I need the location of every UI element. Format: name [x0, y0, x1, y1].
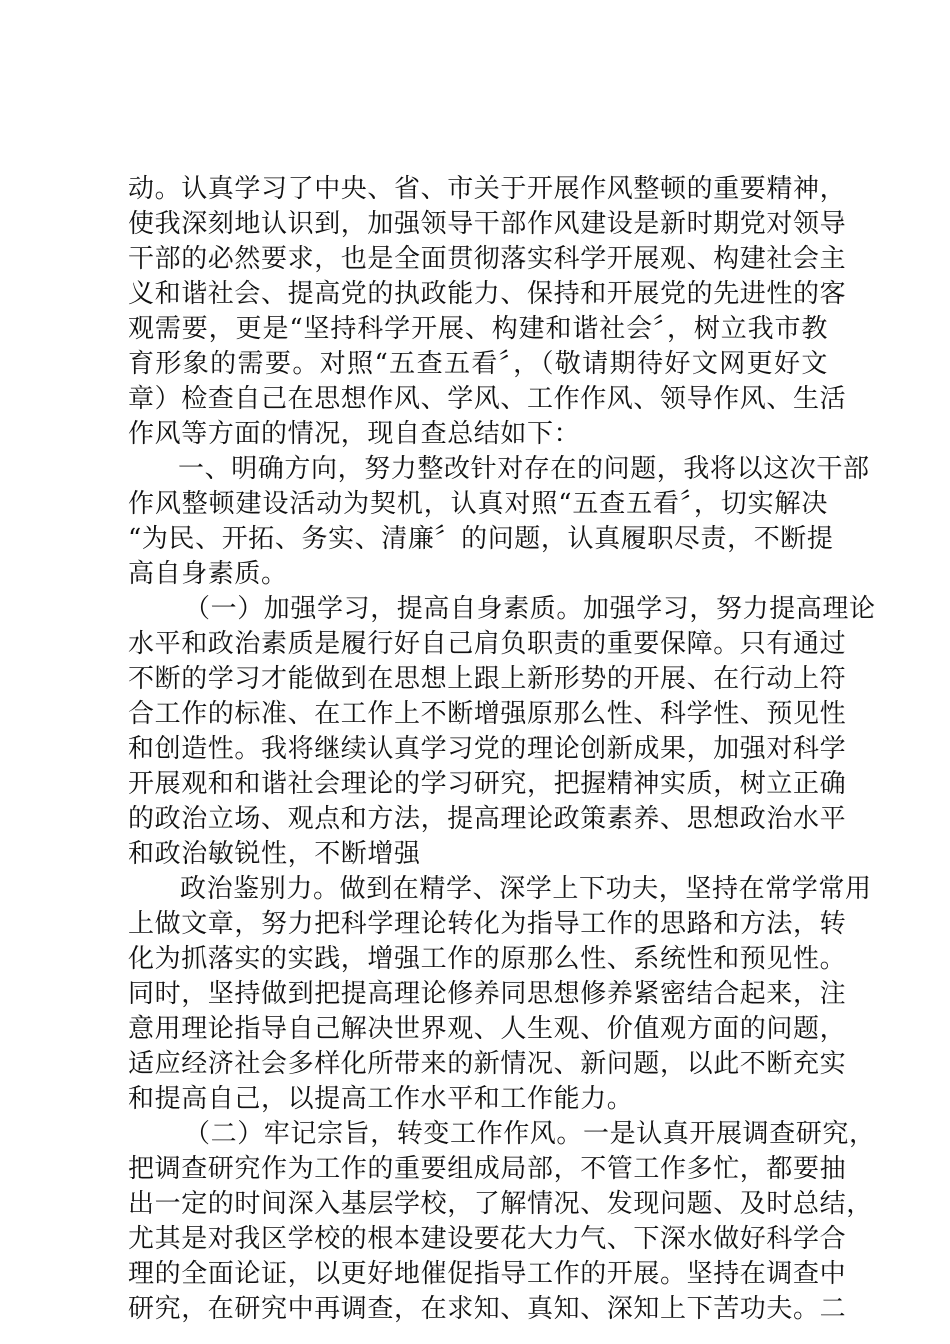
text-line: 不断的学习才能做到在思想上跟上新形势的开展、在行动上符 [128, 664, 847, 694]
text-line: 育形象的需要。对照“五查五看〞，（敬请期待好文网更好文 [128, 349, 828, 379]
text-line: 适应经济社会多样化所带来的新情况、新问题，以此不断充实 [128, 1049, 847, 1079]
text-line: 和政治敏锐性，不断增强 [128, 839, 421, 869]
text-line: 上做文章，努力把科学理论转化为指导工作的思路和方法，转 [128, 909, 847, 939]
text-line: 尤其是对我区学校的根本建设要花大力气、下深水做好科学合 [128, 1224, 847, 1254]
document-body [128, 172, 876, 1327]
text-line: 意用理论指导自己解决世界观、人生观、价值观方面的问题， [128, 1014, 847, 1044]
subsection-heading-line: （一）加强学习，提高自身素质。加强学习，努力提高理论 [184, 594, 876, 624]
text-line: 水平和政治素质是履行好自己肩负职责的重要保障。只有通过 [128, 629, 847, 659]
text-line: 把调查研究作为工作的重要组成局部，不管工作多忙，都要抽 [128, 1154, 847, 1184]
text-line: 研究，在研究中再调查，在求知、真知、深知上下苦功夫。二 [128, 1294, 847, 1324]
text-line: 观需要，更是“坚持科学开展、构建和谐社会〞，树立我市教 [128, 314, 828, 344]
text-line: 的政治立场、观点和方法，提高理论政策素养、思想政治水平 [128, 804, 847, 834]
text-line: 使我深刻地认识到，加强领导干部作风建设是新时期党对领导 [128, 209, 847, 239]
section-heading-line: 一、明确方向，努力整改针对存在的问题，我将以这次干部 [178, 454, 870, 484]
text-line: 作风整顿建设活动为契机，认真对照“五查五看〞，切实解决 [128, 489, 828, 519]
text-line: 开展观和和谐社会理论的学习研究，把握精神实质，树立正确 [128, 769, 847, 799]
text-line: 和提高自己，以提高工作水平和工作能力。 [128, 1084, 634, 1114]
text-line: 义和谐社会、提高党的执政能力、保持和开展党的先进性的客 [128, 279, 847, 309]
text-line: 和创造性。我将继续认真学习党的理论创新成果，加强对科学 [128, 734, 847, 764]
text-line: 作风等方面的情况，现自查总结如下： [128, 419, 581, 449]
text-line: 高自身素质。 [128, 559, 288, 589]
text-line: 出一定的时间深入基层学校，了解情况、发现问题、及时总结， [128, 1189, 873, 1219]
text-line: 化为抓落实的实践，增强工作的原那么性、系统性和预见性。 [128, 944, 847, 974]
text-line: 动。认真学习了中央、省、市关于开展作风整顿的重要精神， [128, 174, 847, 204]
text-line: 理的全面论证，以更好地催促指导工作的开展。坚持在调查中 [128, 1259, 847, 1289]
text-line: 政治鉴别力。做到在精学、深学上下功夫，坚持在常学常用 [180, 874, 872, 904]
text-line: 章）检查自己在思想作风、学风、工作作风、领导作风、生活 [128, 384, 847, 414]
subsection-heading-line: （二）牢记宗旨，转变工作作风。一是认真开展调查研究， [184, 1119, 876, 1149]
text-line: 干部的必然要求，也是全面贯彻落实科学开展观、构建社会主 [128, 244, 847, 274]
text-line: 合工作的标准、在工作上不断增强原那么性、科学性、预见性 [128, 699, 847, 729]
text-line: 同时，坚持做到把提高理论修养同思想修养紧密结合起来，注 [128, 979, 847, 1009]
text-line: “为民、开拓、务实、清廉〞的问题，认真履职尽责，不断提 [128, 524, 834, 554]
